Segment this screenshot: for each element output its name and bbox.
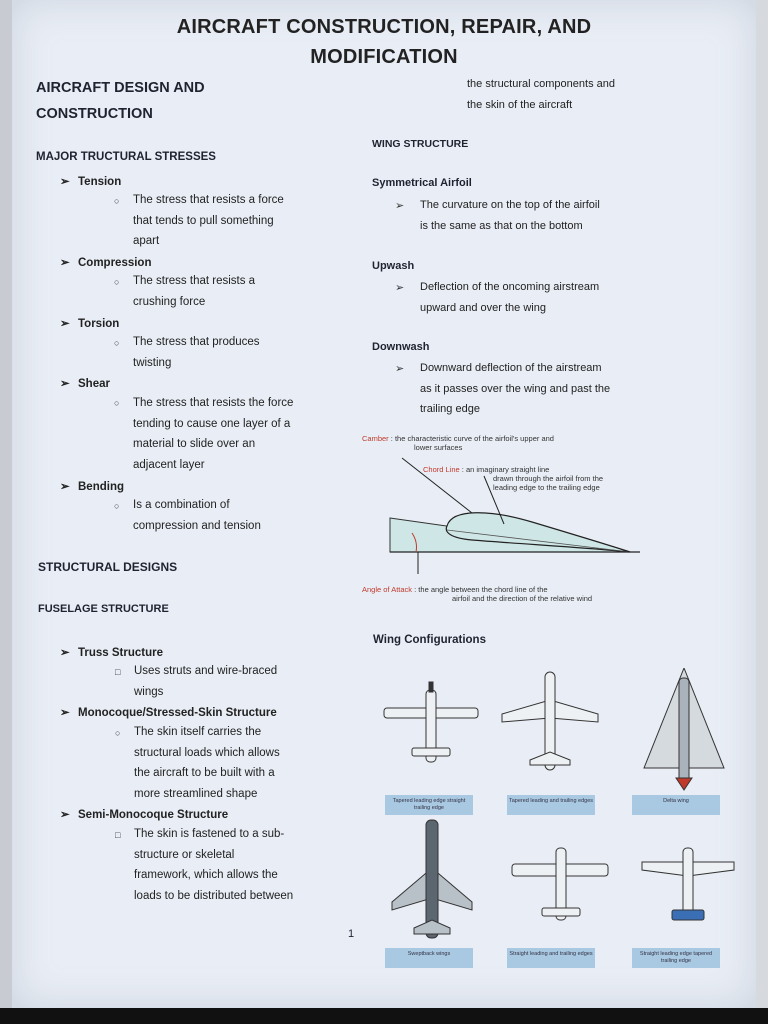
arrow-bullet-icon: ➢ bbox=[60, 257, 70, 269]
heading-major-stresses: MAJOR TRUCTURAL STRESSES bbox=[36, 151, 216, 163]
list-item-compression: ➢ Compression bbox=[60, 257, 152, 269]
term-symmetrical-airfoil: Symmetrical Airfoil bbox=[372, 177, 472, 189]
circle-bullet-icon: ○ bbox=[115, 728, 121, 738]
arrow-bullet-icon: ➢ bbox=[395, 200, 405, 212]
circle-bullet-icon: ○ bbox=[114, 277, 120, 287]
arrow-bullet-icon: ➢ bbox=[60, 809, 70, 821]
continued-text: the structural components and the skin of the aircraft bbox=[467, 78, 615, 111]
term-upwash: Upwash bbox=[372, 260, 415, 272]
circle-bullet-icon: ○ bbox=[114, 398, 120, 408]
arrow-bullet-icon: ➢ bbox=[60, 378, 70, 390]
definition-tension: The stress that resists a force that tends to pull something apart bbox=[133, 194, 284, 247]
square-bullet-icon: □ bbox=[115, 830, 121, 840]
heading-fuselage-structure: FUSELAGE STRUCTURE bbox=[38, 603, 169, 615]
bottom-border bbox=[0, 1008, 768, 1024]
wing-configurations-row2 bbox=[384, 818, 740, 948]
camber-label: Camber : the characteristic curve of the airfoil's upper and lower surfaces bbox=[362, 434, 554, 452]
plane-sweptback-wings-icon bbox=[392, 820, 472, 938]
caption-sweptback-wings: Sweptback wings bbox=[385, 948, 473, 968]
arrow-bullet-icon: ➢ bbox=[60, 318, 70, 330]
definition-shear: The stress that resists the force tending to cause one layer of a material to slide over an adjacent layer bbox=[133, 397, 294, 471]
heading-wing-configurations: Wing Configurations bbox=[373, 634, 486, 646]
wing-configurations-row1 bbox=[380, 668, 740, 796]
caption-straight-leading-tapered-trailing: Straight leading edge tapered trailing edge bbox=[632, 948, 720, 968]
heading-design-construction-line2: CONSTRUCTION bbox=[36, 106, 153, 122]
definition-compression: The stress that resists a crushing force bbox=[133, 275, 256, 308]
list-item-semi-monocoque: ➢ Semi-Monocoque Structure bbox=[60, 809, 229, 821]
arrow-bullet-icon: ➢ bbox=[60, 707, 70, 719]
angle-of-attack-label: Angle of Attack : the angle between the chord line of the airfoil and the direction of the relative wind bbox=[362, 585, 593, 603]
page-number: 1 bbox=[348, 928, 355, 940]
left-page-edge bbox=[0, 0, 12, 1024]
definition-bending: Is a combination of compression and tension bbox=[133, 499, 261, 532]
list-item-monocoque: ➢ Monocoque/Stressed-Skin Structure bbox=[60, 707, 277, 719]
circle-bullet-icon: ○ bbox=[114, 338, 120, 348]
plane-tapered-leading-edge-icon bbox=[384, 682, 478, 762]
definition-symmetrical-airfoil: The curvature on the top of the airfoil is the same as that on the bottom bbox=[420, 199, 600, 232]
arrow-bullet-icon: ➢ bbox=[60, 176, 70, 188]
caption-tapered-leading-edge: Tapered leading edge straight trailing edge bbox=[385, 795, 473, 815]
definition-torsion: The stress that produces twisting bbox=[133, 336, 260, 369]
square-bullet-icon: □ bbox=[115, 667, 121, 677]
document-page bbox=[12, 0, 756, 1008]
definition-downwash: Downward deflection of the airstream as it passes over the wing and past the trailing edge bbox=[420, 362, 611, 415]
airfoil-diagram bbox=[372, 448, 642, 584]
heading-wing-structure: WING STRUCTURE bbox=[372, 138, 469, 150]
list-item-truss: ➢ Truss Structure bbox=[60, 647, 163, 659]
plane-tapered-leading-trailing-icon bbox=[502, 672, 598, 770]
definition-semi-monocoque: The skin is fastened to a sub- structure or skeletal framework, which allows the loads to be distributed between bbox=[134, 828, 294, 902]
list-item-bending: ➢ Bending bbox=[60, 481, 124, 493]
definition-upwash: Deflection of the oncoming airstream upward and over the wing bbox=[420, 281, 600, 314]
list-item-torsion: ➢ Torsion bbox=[60, 318, 120, 330]
arrow-bullet-icon: ➢ bbox=[395, 363, 405, 375]
arrow-bullet-icon: ➢ bbox=[395, 282, 405, 294]
right-page-edge bbox=[756, 0, 768, 1024]
list-item-tension: ➢ Tension bbox=[60, 176, 122, 188]
arrow-bullet-icon: ➢ bbox=[60, 647, 70, 659]
definition-truss: Uses struts and wire-braced wings bbox=[134, 665, 278, 698]
circle-bullet-icon: ○ bbox=[114, 196, 120, 206]
list-item-shear: ➢ Shear bbox=[60, 378, 110, 390]
document-title-line2: MODIFICATION bbox=[310, 46, 458, 68]
arrow-bullet-icon: ➢ bbox=[60, 481, 70, 493]
document-title-line1: AIRCRAFT CONSTRUCTION, REPAIR, AND bbox=[176, 16, 592, 38]
plane-delta-wing-icon bbox=[644, 668, 724, 790]
camber-pointer bbox=[402, 458, 472, 513]
heading-design-construction-line1: AIRCRAFT DESIGN AND bbox=[36, 80, 205, 96]
heading-structural-designs: STRUCTURAL DESIGNS bbox=[38, 560, 178, 574]
definition-monocoque: The skin itself carries the structural loads which allows the aircraft to be built with a more streamlined shape bbox=[134, 726, 280, 800]
caption-delta-wing: Delta wing bbox=[632, 795, 720, 815]
plane-straight-edges-icon bbox=[512, 848, 608, 920]
chord-line-label: Chord Line : an imaginary straight line drawn through the airfoil from the leading edge to the trailing edge bbox=[423, 465, 604, 492]
plane-straight-leading-tapered-trailing-icon bbox=[642, 848, 734, 920]
caption-straight-edges: Straight leading and trailing edges bbox=[507, 948, 595, 968]
caption-tapered-leading-trailing: Tapered leading and trailing edges bbox=[507, 795, 595, 815]
circle-bullet-icon: ○ bbox=[114, 501, 120, 511]
term-downwash: Downwash bbox=[372, 341, 430, 353]
